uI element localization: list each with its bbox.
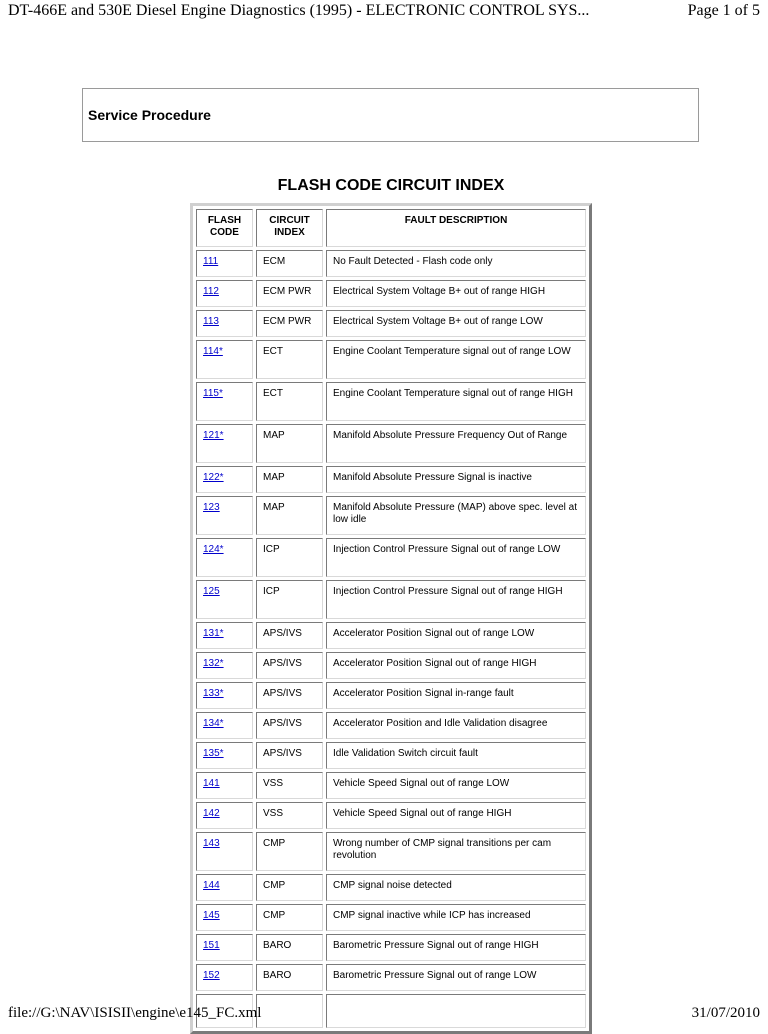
flash-code-cell [196, 742, 253, 769]
circuit-index-cell: CMP [256, 904, 323, 931]
fault-description-cell: Electrical System Voltage B+ out of range LOW [326, 310, 586, 337]
table-row [196, 580, 586, 619]
flash-code-link[interactable]: 115* [203, 388, 223, 399]
circuit-index-cell: MAP [256, 466, 323, 493]
flash-code-cell [196, 250, 253, 277]
table-row [196, 772, 586, 799]
fault-description-cell: Accelerator Position Signal in-range fault [326, 682, 586, 709]
flash-code-cell [196, 340, 253, 379]
table-row [196, 742, 586, 769]
table-row [196, 538, 586, 577]
page-number: Page 1 of 5 [687, 2, 760, 19]
flash-code-cell [196, 310, 253, 337]
flash-code-link[interactable]: 132* [203, 658, 224, 669]
document-title: DT-466E and 530E Diesel Engine Diagnostics (1995) - ELECTRONIC CONTROL SYS... [8, 2, 590, 19]
circuit-index-cell: CMP [256, 832, 323, 871]
flash-code-link[interactable]: 141 [203, 778, 220, 789]
flash-code-link[interactable]: 112 [203, 286, 219, 297]
fault-description-cell: CMP signal inactive while ICP has increased [326, 904, 586, 931]
table-row [196, 310, 586, 337]
table-row [196, 934, 586, 961]
flash-code-cell [196, 580, 253, 619]
flash-code-link[interactable]: 133* [203, 688, 224, 699]
circuit-index-cell: ECM PWR [256, 280, 323, 307]
fault-description-cell: Wrong number of CMP signal transitions per cam revolution [326, 832, 586, 871]
circuit-index-cell: APS/IVS [256, 622, 323, 649]
flash-code-link[interactable]: 134* [203, 718, 224, 729]
flash-code-cell [196, 424, 253, 463]
table-header-row [196, 209, 586, 247]
page-footer [8, 1005, 760, 1022]
fault-description-cell: Vehicle Speed Signal out of range LOW [326, 772, 586, 799]
circuit-index-cell: MAP [256, 496, 323, 535]
flash-code-link[interactable]: 123 [203, 502, 220, 513]
flash-code-link[interactable]: 114* [203, 346, 223, 357]
circuit-index-cell: BARO [256, 934, 323, 961]
header-circuit-index: CIRCUIT INDEX [256, 209, 323, 247]
fault-description-cell: Manifold Absolute Pressure Frequency Out of Range [326, 424, 586, 463]
flash-code-table-container [190, 203, 592, 981]
table-title: FLASH CODE CIRCUIT INDEX [277, 177, 505, 194]
flash-code-cell [196, 682, 253, 709]
circuit-index-cell: APS/IVS [256, 742, 323, 769]
flash-code-link[interactable]: 151 [203, 940, 220, 951]
circuit-index-cell: ICP [256, 580, 323, 619]
fault-description-cell: Manifold Absolute Pressure Signal is inactive [326, 466, 586, 493]
fault-description-cell: Barometric Pressure Signal out of range LOW [326, 964, 586, 991]
flash-code-cell [196, 382, 253, 421]
header-fault-description: FAULT DESCRIPTION [326, 209, 586, 247]
flash-code-cell [196, 466, 253, 493]
flash-code-cell [196, 964, 253, 991]
circuit-index-cell: VSS [256, 802, 323, 829]
flash-code-cell [196, 538, 253, 577]
circuit-index-cell: APS/IVS [256, 682, 323, 709]
flash-code-link[interactable]: 121* [203, 430, 224, 441]
print-date: 31/07/2010 [691, 1005, 760, 1021]
fault-description-cell: Injection Control Pressure Signal out of range LOW [326, 538, 586, 577]
fault-description-cell: Accelerator Position Signal out of range HIGH [326, 652, 586, 679]
circuit-index-cell: ICP [256, 538, 323, 577]
fault-description-cell: CMP signal noise detected [326, 874, 586, 901]
table-row [196, 682, 586, 709]
flash-code-cell [196, 874, 253, 901]
table-row [196, 340, 586, 379]
table-row [196, 280, 586, 307]
fault-description-cell: Accelerator Position Signal out of range LOW [326, 622, 586, 649]
fault-description-cell: No Fault Detected - Flash code only [326, 250, 586, 277]
flash-code-link[interactable]: 125 [203, 586, 220, 597]
fault-description-cell: Vehicle Speed Signal out of range HIGH [326, 802, 586, 829]
flash-code-link[interactable]: 145 [203, 910, 220, 921]
fault-description-cell: Injection Control Pressure Signal out of range HIGH [326, 580, 586, 619]
table-row [196, 802, 586, 829]
table-row [196, 250, 586, 277]
flash-code-link[interactable]: 135* [203, 748, 224, 759]
flash-code-cell [196, 652, 253, 679]
fault-description-cell: Barometric Pressure Signal out of range HIGH [326, 934, 586, 961]
flash-code-link[interactable]: 131* [203, 628, 224, 639]
table-row [196, 622, 586, 649]
circuit-index-cell: APS/IVS [256, 712, 323, 739]
flash-code-link[interactable]: 142 [203, 808, 220, 819]
flash-code-link[interactable]: 124* [203, 544, 224, 555]
table-row [196, 874, 586, 901]
circuit-index-cell: BARO [256, 964, 323, 991]
table-row [196, 382, 586, 421]
flash-code-cell [196, 772, 253, 799]
flash-code-cell [196, 496, 253, 535]
circuit-index-cell: ECT [256, 340, 323, 379]
table-row [196, 496, 586, 535]
circuit-index-cell: ECM PWR [256, 310, 323, 337]
page-header [8, 2, 760, 20]
service-procedure-heading: Service Procedure [88, 107, 211, 123]
fault-description-cell: Accelerator Position and Idle Validation disagree [326, 712, 586, 739]
table-row [196, 712, 586, 739]
fault-description-cell: Electrical System Voltage B+ out of range HIGH [326, 280, 586, 307]
flash-code-link[interactable]: 152 [203, 970, 220, 981]
table-row [196, 832, 586, 871]
file-path: file://G:\NAV\ISISII\engine\e145_FC.xml [8, 1005, 262, 1021]
flash-code-link[interactable]: 143 [203, 838, 220, 849]
circuit-index-cell: VSS [256, 772, 323, 799]
fault-description-cell: Idle Validation Switch circuit fault [326, 742, 586, 769]
circuit-index-cell: MAP [256, 424, 323, 463]
flash-code-link[interactable]: 122* [203, 472, 224, 483]
fault-description-cell: Engine Coolant Temperature signal out of range HIGH [326, 382, 586, 421]
table-row [196, 652, 586, 679]
flash-code-cell [196, 934, 253, 961]
service-procedure-box [82, 88, 699, 142]
table-row [196, 904, 586, 931]
flash-code-link[interactable]: 144 [203, 880, 220, 891]
circuit-index-cell: CMP [256, 874, 323, 901]
table-row [196, 424, 586, 463]
circuit-index-cell: ECT [256, 382, 323, 421]
flash-code-table [190, 203, 592, 1034]
table-row [196, 964, 586, 991]
flash-code-cell [196, 622, 253, 649]
flash-code-cell [196, 832, 253, 871]
flash-code-link[interactable]: 111 [203, 256, 219, 267]
header-flash-code: FLASH CODE [196, 209, 253, 247]
fault-description-cell: Manifold Absolute Pressure (MAP) above spec. level at low idle [326, 496, 586, 535]
flash-code-cell [196, 904, 253, 931]
flash-code-cell [196, 280, 253, 307]
flash-code-cell [196, 712, 253, 739]
flash-code-link[interactable]: 113 [203, 316, 219, 327]
circuit-index-cell: APS/IVS [256, 652, 323, 679]
flash-code-cell [196, 802, 253, 829]
fault-description-cell: Engine Coolant Temperature signal out of range LOW [326, 340, 586, 379]
table-row [196, 466, 586, 493]
circuit-index-cell: ECM [256, 250, 323, 277]
